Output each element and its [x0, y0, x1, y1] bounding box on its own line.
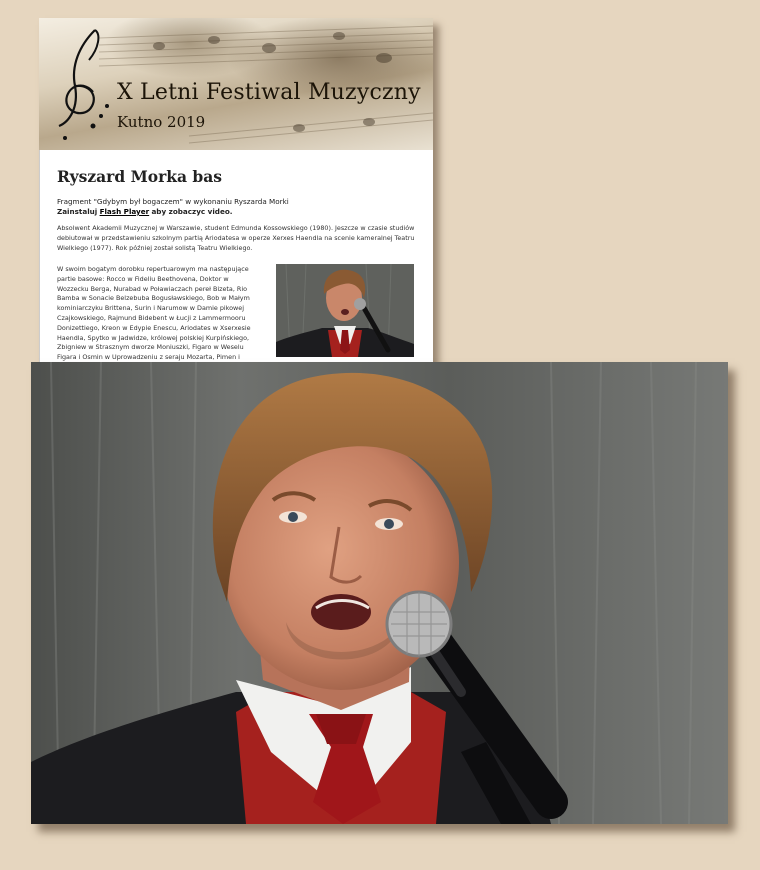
- festival-subtitle: Kutno 2019: [117, 113, 206, 131]
- install-prefix: Zainstaluj: [57, 207, 98, 216]
- treble-clef-icon: [49, 26, 119, 146]
- singer-thumbnail: [276, 264, 414, 357]
- singer-photo: [31, 362, 728, 824]
- festival-title: X Letni Festiwal Muzyczny: [117, 80, 421, 105]
- webpage-screenshot: [39, 18, 433, 380]
- flash-player-link[interactable]: Flash Player: [99, 207, 150, 216]
- video-notice: [57, 197, 427, 217]
- flash-install-line: [57, 207, 427, 217]
- biography-paragraph: Absolwent Akademii Muzycznej w Warszawie, student Edmunda Kossowskiego (1980). Jeszcze w czasie studiów debiutował w przedstawieniu szkolnym partią Ariodatesa w operze Xerxes Haendla na scenie kameralnej Teatru Wielkiego (1977). Rok później został solistą Teatru Wielkiego.: [57, 224, 415, 252]
- festival-banner: [39, 18, 433, 150]
- install-suffix: aby zobaczyc video.: [151, 207, 233, 216]
- article-content: [39, 150, 433, 380]
- page-title: Ryszard Morka bas: [57, 167, 223, 186]
- fragment-caption: Fragment "Gdybym był bogaczem" w wykonaniu Ryszarda Morki: [57, 197, 289, 206]
- repertoire-paragraph: W swoim bogatym dorobku repertuarowym ma następujące partie basowe: Rocco w Fideliu Beethovena, Doktor w Wozzecku Berga, Nurabad w Poławiaczach pereł Bizeta, Rio Bamba w Sonacie Belzebuba Bogusławskiego, Bob w Małym kominiarczyku Brittena, Surin i Narumow w Damie pikowej Czajkowskiego, Rajmund Bidebent w Łucji z Lammermooru Donizettiego, Kreon w Edypie Enescu, Ariodates w Xserxesie Haendla, Spytko w Jadwidze, królowej polskiej Kurpińskiego, Zbigniew w Strasznym dworze Moniuszki, Figaro w Weselu Figara i Osmin w Uprowadzeniu z seraju Mozarta, Pimen i: [57, 265, 251, 362]
